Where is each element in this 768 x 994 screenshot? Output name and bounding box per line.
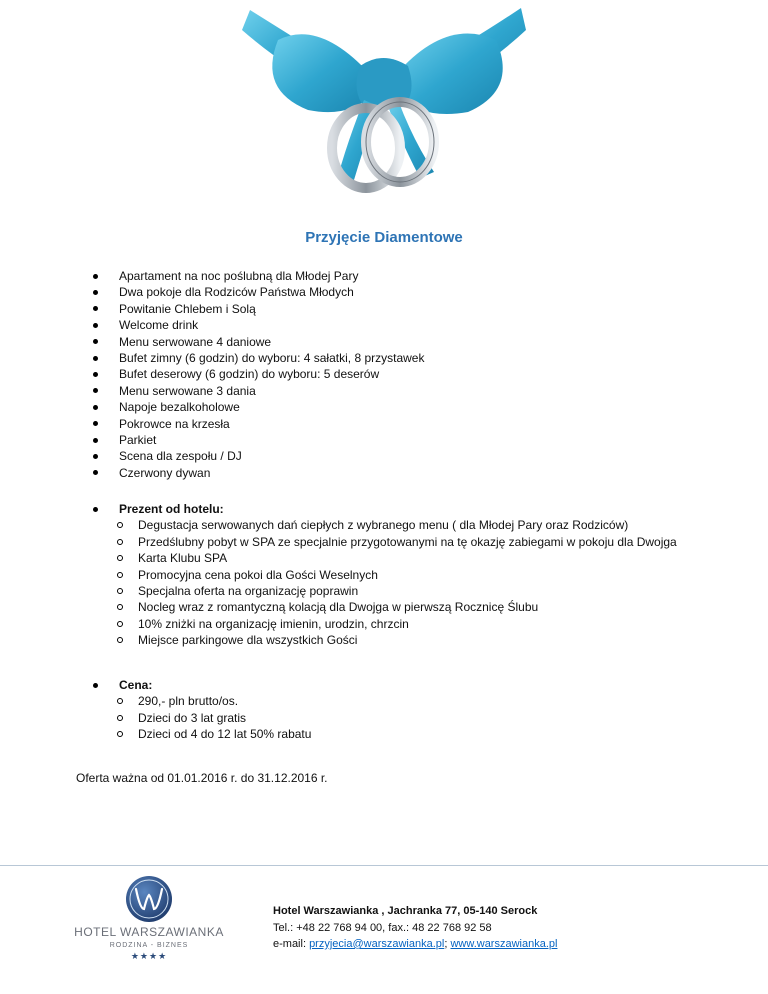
price-section (0, 677, 768, 743)
contact-address: Hotel Warszawianka , Jachranka 77, 05-140 Serock (273, 905, 538, 917)
link-separator: ; (444, 938, 451, 950)
list-item: 290,- pln brutto/os. (0, 693, 768, 709)
sub-bullet-icon (117, 698, 123, 704)
page-title: Przyjęcie Diamentowe (305, 229, 463, 246)
bullet-icon (93, 323, 98, 328)
list-item: Nocleg wraz z romantyczną kolacją dla Dwojga w pierwszą Rocznicę Ślubu (0, 599, 768, 615)
list-item: Czerwony dywan (0, 465, 768, 481)
bullet-icon (93, 339, 98, 344)
bullet-icon (93, 438, 98, 443)
logo-name: HOTEL WARSZAWIANKA (74, 925, 224, 939)
sub-bullet-icon (117, 555, 123, 561)
email-link[interactable]: przyjecia@warszawianka.pl (309, 938, 445, 950)
bullet-icon (93, 421, 98, 426)
list-item: Degustacja serwowanych dań ciepłych z wybranego menu ( dla Młodej Pary oraz Rodziców) (0, 517, 768, 533)
bullet-icon (93, 507, 98, 512)
hotel-logo (74, 873, 224, 973)
list-item: Promocyjna cena pokoi dla Gości Weselnych (0, 567, 768, 583)
ribbon-rings-illustration (238, 0, 528, 196)
footer-divider (0, 865, 768, 866)
sub-bullet-icon (117, 604, 123, 610)
contact-links (273, 936, 557, 953)
list-item: Apartament na noc poślubną dla Młodej Pary (0, 268, 768, 284)
ribbon-rings-icon (238, 0, 528, 196)
list-item: Bufet zimny (6 godzin) do wyboru: 4 sałatki, 8 przystawek (0, 350, 768, 366)
bullet-icon (93, 306, 98, 311)
website-link[interactable]: www.warszawianka.pl (450, 938, 558, 950)
list-item: Dwa pokoje dla Rodziców Państwa Młodych (0, 284, 768, 300)
list-item: Specjalna oferta na organizację poprawin (0, 583, 768, 599)
list-item: Napoje bezalkoholowe (0, 399, 768, 415)
bullet-icon (93, 372, 98, 377)
list-item: 10% zniżki na organizację imienin, urodzin, chrzcin (0, 616, 768, 632)
list-item: Dzieci do 3 lat gratis (0, 710, 768, 726)
amenities-list (0, 268, 768, 481)
gift-list (0, 517, 768, 648)
logo-tagline: RODZINA - BIZNES (109, 942, 189, 949)
email-label: e-mail: (273, 938, 310, 950)
list-item: Scena dla zespołu / DJ (0, 448, 768, 464)
sub-bullet-icon (117, 572, 123, 578)
price-heading: Cena: (0, 677, 768, 693)
list-item: Parkiet (0, 432, 768, 448)
bullet-icon (93, 290, 98, 295)
gift-section (0, 501, 768, 649)
sub-bullet-icon (117, 588, 123, 594)
sub-bullet-icon (117, 637, 123, 643)
bullet-icon (93, 470, 98, 475)
list-item: Przedślubny pobyt w SPA ze specjalnie przygotowanymi na tę okazję zabiegami w pokoju dla Dwojga (0, 534, 768, 550)
contact-block (273, 903, 557, 953)
sub-bullet-icon (117, 522, 123, 528)
bullet-icon (93, 454, 98, 459)
list-item: Bufet deserowy (6 godzin) do wyboru: 5 deserów (0, 366, 768, 382)
gift-heading: Prezent od hotelu: (0, 501, 768, 517)
list-item: Dzieci od 4 do 12 lat 50% rabatu (0, 726, 768, 742)
logo-stars: ★★★★ (130, 951, 168, 961)
bullet-icon (93, 388, 98, 393)
list-item: Miejsce parkingowe dla wszystkich Gości (0, 632, 768, 648)
sub-bullet-icon (117, 715, 123, 721)
contact-phone: Tel.: +48 22 768 94 00, fax.: 48 22 768 92 58 (273, 921, 492, 934)
list-item: Welcome drink (0, 317, 768, 333)
bullet-icon (93, 274, 98, 279)
list-item: Menu serwowane 4 daniowe (0, 334, 768, 350)
w-monogram-icon (74, 873, 224, 925)
sub-bullet-icon (117, 731, 123, 737)
list-item: Menu serwowane 3 dania (0, 383, 768, 399)
list-item: Pokrowce na krzesła (0, 416, 768, 432)
list-item: Powitanie Chlebem i Solą (0, 301, 768, 317)
price-list (0, 693, 768, 742)
offer-validity: Oferta ważna od 01.01.2016 r. do 31.12.2016 r. (76, 771, 328, 785)
sub-bullet-icon (117, 621, 123, 627)
bullet-icon (93, 405, 98, 410)
sub-bullet-icon (117, 539, 123, 545)
list-item: Karta Klubu SPA (0, 550, 768, 566)
bullet-icon (93, 683, 98, 688)
bullet-icon (93, 356, 98, 361)
